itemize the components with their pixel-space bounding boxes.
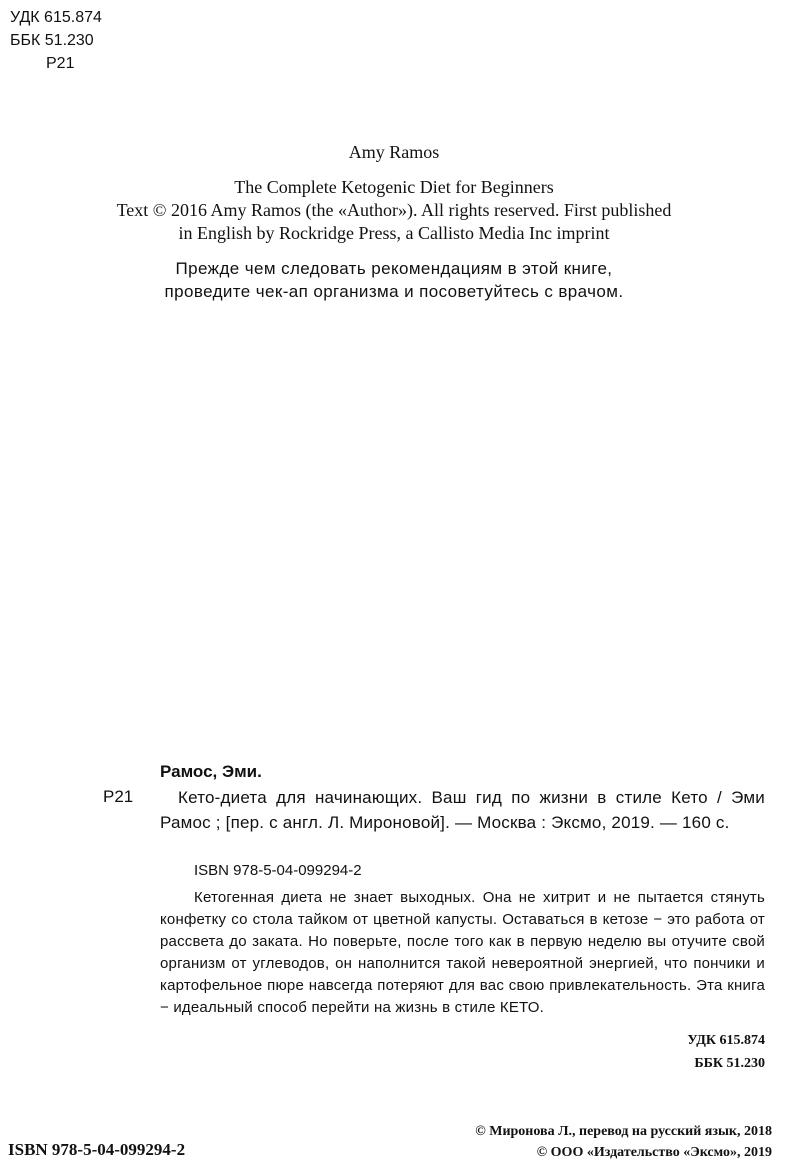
health-warning — [0, 257, 788, 303]
copyright-line-2: in English by Rockridge Press, a Callisto Media Inc imprint — [178, 223, 610, 243]
catalog-author-mark: Р21 — [103, 787, 134, 806]
udk-code: УДК 615.874 — [10, 9, 102, 26]
top-classification-codes — [10, 6, 102, 75]
catalog-classification-codes — [660, 1029, 765, 1075]
catalog-bbk: ББК 51.230 — [694, 1056, 765, 1071]
original-title: The Complete Ketogenic Diet for Beginners — [234, 177, 554, 197]
copyright-publisher: © ООО «Издательство «Эксмо», 2019 — [536, 1145, 772, 1160]
catalog-description — [160, 785, 765, 835]
catalog-author-heading: Рамос, Эми. — [160, 762, 262, 781]
catalog-description-text: Кето-диета для начинающих. Ваш гид по жизни в стиле Кето / Эми Рамос ; [пер. с англ. Л. Мироновой]. — Москва : Эксмо, 2019. — 160 с. — [160, 788, 765, 832]
copyright-translation: © Миронова Л., перевод на русский язык, 2018 — [475, 1124, 772, 1139]
author-mark: Р21 — [46, 55, 75, 72]
original-edition-info — [0, 176, 788, 245]
catalog-udk: УДК 615.874 — [687, 1033, 765, 1048]
footer-isbn: ISBN 978-5-04-099294-2 — [8, 1140, 186, 1159]
warning-line-2: проведите чек-ап организма и посоветуйтесь с врачом. — [164, 282, 624, 301]
copyright-notices — [432, 1121, 772, 1163]
catalog-isbn: ISBN 978-5-04-099294-2 — [194, 862, 362, 879]
bbk-code: ББК 51.230 — [10, 32, 94, 49]
original-author: Amy Ramos — [348, 142, 440, 162]
warning-line-1: Прежде чем следовать рекомендациям в этой книге, — [175, 259, 613, 278]
copyright-line-1: Text © 2016 Amy Ramos (the «Author»). All rights reserved. First published — [116, 200, 672, 220]
catalog-annotation: Кетогенная диета не знает выходных. Она не хитрит и не пытается стянуть конфетку со стола тайком от цветной капусты. Оставаться в кетозе − это работа от рассвета до заката. Но поверьте, после того как в первую неделю вы отучите свой организм от углеводов, он наполнится такой невероятной энергией, что пончики и картофельное пюре навсегда потеряют для вас свою привлекательность. Эта книга − идеальный способ перейти на жизнь в стиле КЕТО. — [160, 889, 765, 1016]
